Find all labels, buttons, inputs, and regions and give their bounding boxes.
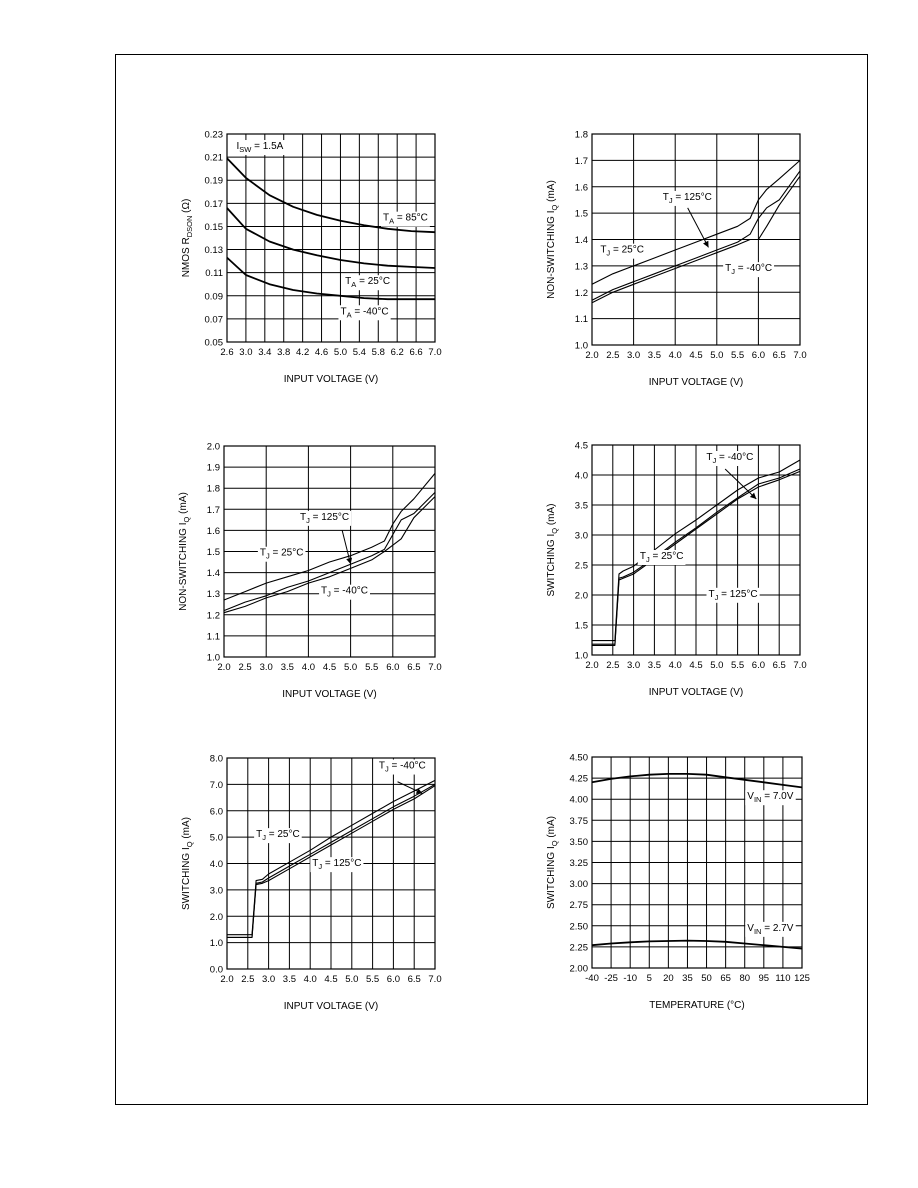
x-tick-label: 3.4: [258, 347, 272, 358]
annotation-label: $T_J = 125^\circ C$: [662, 191, 712, 205]
y-tick-label: 1.0: [209, 938, 223, 950]
y-tick-label: 1.1: [574, 314, 588, 326]
x-tick-label: 110: [775, 973, 791, 984]
x-tick-label: 2.5: [241, 974, 255, 985]
series-line-1: [592, 774, 802, 788]
y-tick-label: 0.0: [209, 964, 223, 976]
annotation: [745, 790, 795, 805]
x-tick-label: 5.5: [365, 662, 379, 673]
x-tick-label: 6.5: [407, 974, 421, 985]
x-tick-label: 5: [646, 973, 652, 984]
x-tick-label: 95: [758, 973, 770, 984]
y-tick-label: 1.1: [206, 631, 220, 643]
annotation-label: $T_J = 125^\circ C$: [312, 858, 362, 872]
x-axis-label: INPUT VOLTAGE (V): [648, 687, 744, 698]
y-tick-label: 0.09: [204, 291, 223, 303]
x-tick-label: 7.0: [428, 974, 442, 985]
annotation-label: $V_{IN} = 7.0V$: [747, 791, 794, 805]
y-tick-label: 1.6: [206, 525, 220, 537]
y-axis-label: SWITCHING $I_Q$ (mA): [181, 816, 194, 911]
y-tick-label: 0.19: [204, 175, 223, 187]
x-tick-label: 2.0: [585, 350, 599, 361]
y-tick-label: 2.0: [574, 590, 588, 602]
annotation-label: $T_J = -40^\circ C$: [321, 585, 368, 599]
x-tick-label: 5.8: [371, 347, 385, 358]
y-tick-label: 0.13: [204, 245, 223, 257]
x-tick-label: 4.0: [668, 660, 682, 671]
y-axis-label: NMOS $R_{DSON}$ (Ω): [181, 198, 194, 278]
x-tick-label: 3.0: [239, 347, 253, 358]
x-tick-label: -40: [585, 973, 599, 984]
x-tick-label: 6.5: [772, 660, 786, 671]
annotation-label: $T_A = 25^\circ C$: [345, 276, 391, 290]
annotation-label: $I_{SW} = 1.5A$: [236, 141, 284, 155]
y-tick-label: 1.0: [574, 340, 588, 352]
y-tick-label: 1.4: [206, 568, 220, 580]
x-tick-label: 65: [720, 973, 731, 984]
y-tick-label: 3.0: [209, 885, 223, 897]
y-tick-label: 1.8: [574, 129, 588, 141]
x-tick-label: 6.0: [386, 974, 401, 985]
annotation-label: $T_J = 25^\circ C$: [600, 244, 644, 258]
x-tick-label: 2.0: [585, 660, 599, 671]
y-tick-label: 1.8: [206, 483, 220, 495]
x-tick-label: 3.8: [277, 347, 291, 358]
y-tick-label: 1.4: [574, 235, 588, 246]
y-tick-label: 3.00: [569, 879, 588, 891]
x-tick-label: 4.5: [324, 974, 338, 985]
y-tick-label: 1.6: [574, 182, 588, 194]
x-tick-label: 4.5: [689, 350, 703, 361]
x-tick-label: 2.5: [606, 660, 620, 671]
x-tick-label: 7.0: [793, 350, 807, 361]
x-tick-label: 5.4: [352, 347, 366, 358]
x-tick-label: 5.0: [710, 660, 724, 671]
x-tick-label: 2.5: [606, 350, 620, 361]
y-tick-label: 2.25: [569, 942, 588, 954]
y-tick-label: 1.5: [574, 208, 588, 220]
y-axis-label: NON-SWITCHING $I_Q$ (mA): [178, 492, 191, 611]
y-tick-label: 1.3: [206, 589, 220, 601]
x-tick-label: 4.6: [314, 347, 329, 358]
y-tick-label: 1.9: [206, 462, 220, 474]
x-tick-label: 7.0: [428, 347, 442, 358]
y-tick-label: 0.23: [204, 129, 223, 141]
x-tick-label: 3.5: [280, 662, 294, 673]
y-tick-label: 3.0: [574, 530, 588, 542]
y-tick-label: 3.75: [569, 815, 588, 827]
y-tick-label: 4.5: [574, 440, 588, 452]
y-tick-label: 0.05: [204, 337, 223, 349]
y-tick-label: 2.50: [569, 921, 588, 933]
x-tick-label: 125: [794, 973, 810, 984]
x-tick-label: 2.6: [220, 347, 234, 358]
x-tick-label: 2.0: [217, 662, 231, 673]
y-tick-label: 3.50: [569, 836, 588, 848]
y-tick-label: 4.50: [569, 752, 588, 764]
x-tick-label: 35: [682, 973, 693, 984]
y-tick-label: 2.0: [206, 441, 220, 453]
x-tick-label: 4.5: [689, 660, 703, 671]
x-tick-label: 6.2: [390, 347, 404, 358]
y-tick-label: 4.0: [209, 859, 223, 870]
x-tick-label: 6.0: [751, 350, 766, 361]
y-tick-label: 0.17: [204, 198, 223, 210]
x-tick-label: 3.0: [626, 660, 641, 671]
x-tick-label: 3.5: [647, 350, 662, 361]
x-tick-label: 20: [663, 973, 674, 984]
x-tick-label: -25: [604, 973, 618, 984]
y-tick-label: 4.0: [574, 470, 588, 482]
x-axis-label: TEMPERATURE (°C): [649, 1000, 745, 1011]
x-tick-label: 6.0: [751, 660, 766, 671]
y-tick-label: 1.5: [574, 620, 588, 632]
annotation-label: $T_J = 25^\circ C$: [639, 551, 684, 564]
y-tick-label: 1.0: [206, 652, 220, 664]
x-tick-label: 50: [701, 973, 712, 984]
x-tick-label: 3.5: [647, 660, 662, 671]
x-tick-label: 3.0: [626, 350, 641, 361]
y-tick-label: 0.07: [204, 314, 223, 326]
y-tick-label: 5.0: [209, 832, 223, 844]
x-tick-label: 5.0: [343, 662, 358, 673]
y-tick-label: 3.25: [569, 858, 588, 869]
y-axis-label: SWITCHING $I_Q$ (mA): [546, 815, 559, 910]
x-tick-label: 7.0: [793, 660, 807, 671]
x-tick-label: 5.5: [730, 660, 745, 671]
x-tick-label: 5.0: [710, 350, 724, 361]
x-tick-label: 6.5: [407, 662, 421, 673]
x-tick-label: 6.0: [386, 662, 400, 673]
x-tick-label: 2.5: [238, 662, 252, 673]
x-tick-label: -10: [623, 973, 638, 984]
y-tick-label: 4.00: [569, 794, 588, 806]
y-tick-label: 1.5: [206, 547, 220, 558]
y-tick-label: 3.5: [574, 500, 588, 512]
annotation-label: $T_J = -40^\circ C$: [378, 760, 426, 774]
x-tick-label: 6.6: [409, 347, 423, 358]
y-tick-label: 2.0: [209, 911, 223, 923]
y-tick-label: 8.0: [209, 753, 223, 765]
x-tick-label: 4.2: [296, 347, 310, 358]
x-tick-label: 80: [739, 973, 751, 984]
y-tick-label: 2.5: [574, 560, 588, 572]
y-tick-label: 6.0: [209, 806, 223, 818]
y-tick-label: 2.75: [569, 900, 588, 912]
y-tick-label: 4.25: [569, 773, 588, 785]
x-tick-label: 7.0: [428, 662, 442, 673]
annotation-label: $T_A = -40^\circ C$: [340, 306, 389, 320]
y-tick-label: 1.7: [574, 155, 588, 167]
x-tick-label: 5.0: [333, 347, 348, 358]
x-tick-label: 3.5: [282, 974, 297, 985]
annotation-label: $T_J = 25^\circ C$: [259, 547, 304, 561]
x-tick-label: 5.5: [365, 974, 380, 985]
x-tick-label: 4.0: [301, 662, 316, 673]
x-tick-label: 4.0: [668, 350, 682, 361]
y-tick-label: 1.2: [206, 610, 220, 622]
x-tick-label: 5.0: [345, 974, 359, 985]
y-axis-label: SWITCHING $I_Q$ (mA): [546, 503, 559, 597]
y-tick-label: 7.0: [209, 779, 223, 791]
x-tick-label: 4.5: [322, 662, 337, 673]
annotation-label: $T_J = 25^\circ C$: [256, 829, 300, 843]
x-tick-label: 3.0: [259, 662, 273, 673]
y-tick-label: 1.3: [574, 261, 588, 273]
x-tick-label: 6.5: [772, 350, 786, 361]
x-tick-label: 4.0: [303, 974, 317, 985]
annotation-label: $V_{IN} = 2.7V$: [747, 922, 794, 936]
x-tick-label: 3.0: [261, 974, 276, 985]
annotation-label: $T_J = 125^\circ C$: [708, 588, 758, 602]
annotation-label: $T_A = 85^\circ C$: [383, 212, 428, 226]
x-tick-label: 5.5: [730, 350, 745, 361]
x-tick-label: 2.0: [220, 974, 234, 985]
annotation-label: $T_J = 125^\circ C$: [299, 511, 350, 525]
annotation-label: $T_J = -40^\circ C$: [725, 263, 773, 277]
y-tick-label: 1.2: [574, 287, 588, 299]
y-tick-label: 0.11: [205, 268, 223, 280]
y-tick-label: 0.21: [204, 152, 223, 164]
x-axis-label: INPUT VOLTAGE (V): [283, 374, 379, 385]
annotation-label: $T_J = -40^\circ C$: [706, 452, 754, 465]
y-tick-label: 1.0: [574, 650, 588, 662]
y-axis-label: NON-SWITCHING $I_Q$ (mA): [546, 180, 559, 299]
x-axis-label: INPUT VOLTAGE (V): [283, 1001, 379, 1012]
annotation: [745, 922, 795, 937]
y-tick-label: 2.00: [569, 963, 588, 975]
y-tick-label: 1.7: [206, 504, 220, 516]
x-axis-label: INPUT VOLTAGE (V): [648, 377, 744, 388]
y-tick-label: 0.15: [204, 221, 223, 233]
x-axis-label: INPUT VOLTAGE (V): [282, 689, 377, 700]
